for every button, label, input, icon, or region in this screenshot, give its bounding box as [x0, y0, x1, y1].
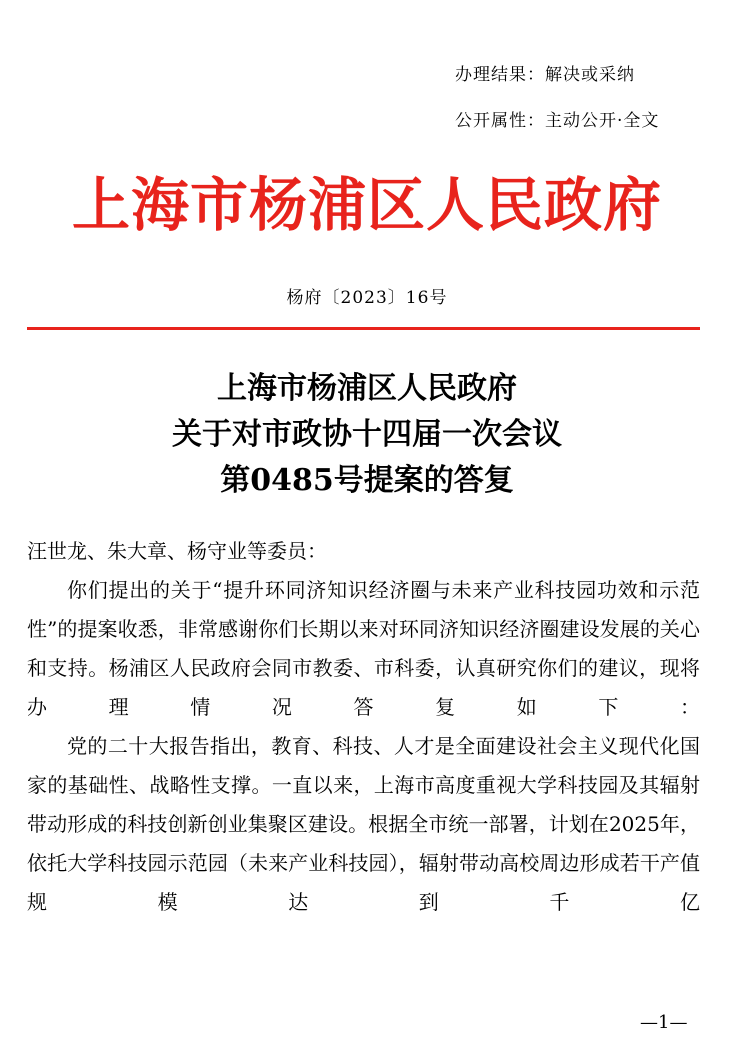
document-title: [0, 366, 734, 504]
document-body: [27, 532, 700, 922]
salutation: 汪世龙、朱大章、杨守业等委员：: [27, 539, 327, 563]
body-paragraph-1: 你们提出的关于“提升环同济知识经济圈与未来产业科技园功效和示范性”的提案收悉，非常感谢你们长期以来对环同济知识经济圈建设发展的关心和支持。杨浦区人民政府会同市教委、市科委，认真研究你们的建议，现将办理情况答复如下：: [27, 578, 700, 719]
title-line-2: 关于对市政协十四届一次会议: [172, 417, 562, 452]
title-line-1: 上海市杨浦区人民政府: [217, 371, 517, 406]
disclosure-label: 公开属性：主动公开·全文: [455, 111, 660, 131]
issuer-masthead: 上海市杨浦区人民政府: [71, 171, 662, 239]
title-line-3: 第0485号提案的答复: [220, 463, 514, 498]
body-paragraph-2: 党的二十大报告指出，教育、科技、人才是全面建设社会主义现代化国家的基础性、战略性支撑。一直以来，上海市高度重视大学科技园及其辐射带动形成的科技创新创业集聚区建设。根据全市统一部署，计划在2025年，依托大学科技园示范园（未来产业科技园），辐射带动高校周边形成若干产值规模达到千亿: [27, 734, 700, 914]
document-number: 杨府〔2023〕16号: [286, 288, 448, 308]
page-number: —1—: [640, 1012, 688, 1033]
red-divider-rule: [27, 327, 700, 330]
handling-result-label: 办理结果：解决或采纳: [455, 65, 635, 85]
